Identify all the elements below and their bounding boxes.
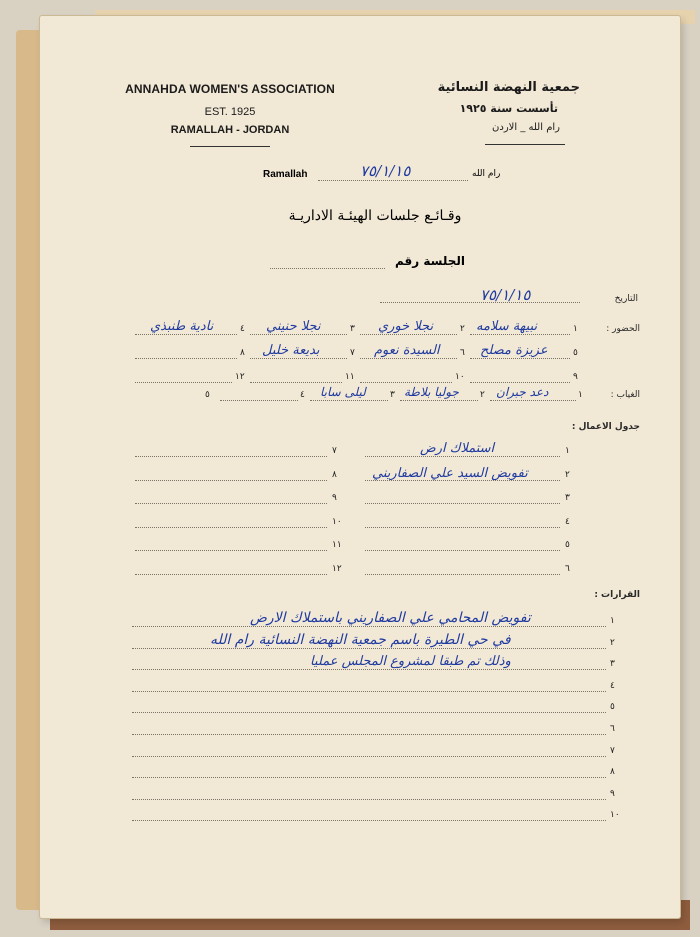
decision-line-2: في حي الطيرة باسم جمعية النهضة النسائية رام الله (210, 632, 511, 648)
city-ar: رام الله _ الاردن (492, 122, 560, 133)
attendance-rule (250, 382, 342, 383)
decision-rule (132, 820, 606, 821)
agenda-rule (135, 480, 327, 481)
date-label-en: Ramallah (263, 169, 308, 180)
absence-number: ٤ (300, 390, 305, 400)
date-label-ar: رام الله (472, 169, 501, 179)
document-title: وقـائـع جلسات الهيئـة الاداريـة (288, 208, 462, 224)
decision-number: ٦ (610, 724, 615, 734)
org-name-ar: جمعية النهضة النسائية (437, 80, 580, 95)
attendance-number: ٨ (240, 348, 245, 358)
decision-rule (132, 626, 606, 627)
attendance-rule (360, 358, 457, 359)
attendance-number: ١١ (345, 372, 355, 382)
agenda-number: ٥ (565, 540, 570, 550)
agenda-rule (135, 527, 327, 528)
agenda-rule (365, 550, 560, 551)
agenda-number: ٦ (565, 563, 570, 574)
agenda-number: ٢ (565, 469, 570, 480)
attendance-number: ٢ (460, 324, 465, 334)
attendance-number: ١٢ (235, 372, 245, 382)
absence-number: ٥ (205, 390, 210, 400)
absence-rule (490, 400, 576, 401)
city-en: RAMALLAH - JORDAN (170, 124, 290, 136)
attendance-number: ٩ (573, 372, 578, 382)
attendance-rule (135, 334, 237, 335)
attendance-name: بديعة خليل (262, 343, 320, 358)
decision-number: ٤ (610, 680, 615, 691)
agenda-rule (365, 456, 560, 457)
attendance-number: ٧ (350, 348, 355, 358)
est-en: EST. 1925 (204, 106, 256, 118)
absence-number: ١ (578, 390, 583, 400)
decision-line-3: وذلك تم طبقا لمشروع المجلس عمليا (310, 654, 511, 669)
absence-name: جوليا بلاطة (404, 385, 459, 399)
agenda-item-1: استملاك ارض (420, 441, 495, 456)
agenda-number: ٤ (565, 516, 570, 527)
attendance-number: ٥ (573, 348, 578, 358)
attendance-rule (470, 382, 570, 383)
decision-rule (132, 756, 606, 757)
decision-number: ٧ (610, 745, 615, 756)
decision-number: ٣ (610, 659, 615, 670)
agenda-rule (135, 503, 327, 504)
attendance-number: ١٠ (455, 372, 465, 382)
attendance-number: ٦ (460, 348, 465, 358)
date-rule (318, 180, 468, 181)
agenda-rule (135, 574, 327, 575)
decision-number: ١ (610, 616, 615, 626)
agenda-number: ٧ (332, 446, 337, 456)
agenda-item-2: تفويض السيد علي الصفاريني (372, 466, 528, 481)
agenda-rule (135, 456, 327, 457)
absence-name: ليلى سابا (320, 385, 366, 399)
agenda-number: ٣ (565, 493, 570, 503)
attendance-label: الحضور : (606, 324, 640, 334)
decision-rule (132, 691, 606, 692)
attendance-name: السيدة نعوم (374, 343, 440, 358)
absence-number: ٣ (390, 390, 395, 400)
agenda-label: جدول الاعمال : (571, 422, 640, 432)
agenda-rule (365, 527, 560, 528)
agenda-number: ٨ (332, 469, 337, 480)
decision-number: ٩ (610, 788, 615, 799)
absence-rule (310, 400, 388, 401)
absence-rule (400, 400, 478, 401)
attendance-name: عزيزة مصلح (480, 343, 548, 358)
agenda-number: ٩ (332, 493, 337, 503)
attendance-rule (470, 334, 570, 335)
attendance-rule (250, 358, 347, 359)
attendance-rule (360, 334, 457, 335)
attendance-name: نبيهة سلامه (476, 319, 538, 334)
attendance-rule (135, 358, 237, 359)
decisions-label: القرارات : (594, 590, 640, 600)
attendance-name: نجلا خوري (378, 319, 434, 334)
decision-rule (132, 712, 606, 713)
attendance-name: نجلا حنيني (266, 319, 321, 334)
session-label: الجلسة رقم (394, 254, 465, 268)
decision-number: ٢ (610, 637, 615, 648)
attendance-rule (250, 334, 347, 335)
agenda-rule (365, 574, 560, 575)
meeting-date-value: ٧٥/١/١٥ (480, 286, 531, 304)
decision-rule (132, 799, 606, 800)
absence-rule (220, 400, 298, 401)
minutes-sheet (40, 16, 680, 918)
decision-line-1: تفويض المحامي علي الصفاريني باستملاك الارض (250, 610, 531, 626)
absence-name: دعد جبران (496, 385, 549, 399)
attendance-rule (135, 382, 232, 383)
decision-number: ٨ (610, 767, 615, 778)
attendance-number: ٣ (350, 324, 355, 334)
attendance-rule (470, 358, 570, 359)
agenda-rule (365, 480, 560, 481)
org-name-en: ANNAHDA WOMEN'S ASSOCIATION (125, 82, 335, 96)
agenda-rule (135, 550, 327, 551)
absence-label: الغياب : (610, 390, 640, 400)
header-rule-ar (485, 144, 565, 145)
agenda-number: ١ (565, 446, 570, 456)
agenda-rule (365, 503, 560, 504)
decision-rule (132, 734, 606, 735)
decision-number: ١٠ (610, 810, 620, 821)
attendance-rule (360, 382, 452, 383)
decision-number: ٥ (610, 702, 615, 713)
attendance-number: ٤ (240, 324, 245, 334)
attendance-name: نادية طنبذي (150, 319, 214, 334)
header-rule-en (190, 146, 270, 147)
date-value: ٧٥/١/١٥ (360, 162, 411, 180)
agenda-number: ١٠ (332, 516, 342, 527)
agenda-number: ١١ (332, 540, 342, 550)
absence-number: ٢ (480, 390, 485, 400)
est-ar: تأسست سنة ١٩٢٥ (459, 102, 558, 115)
decision-rule (132, 777, 606, 778)
attendance-number: ١ (573, 324, 578, 334)
meeting-date-label: التاريخ (614, 294, 638, 304)
agenda-number: ١٢ (332, 563, 342, 574)
decision-rule (132, 669, 606, 670)
session-number-rule (270, 268, 385, 269)
decision-rule (132, 648, 606, 649)
